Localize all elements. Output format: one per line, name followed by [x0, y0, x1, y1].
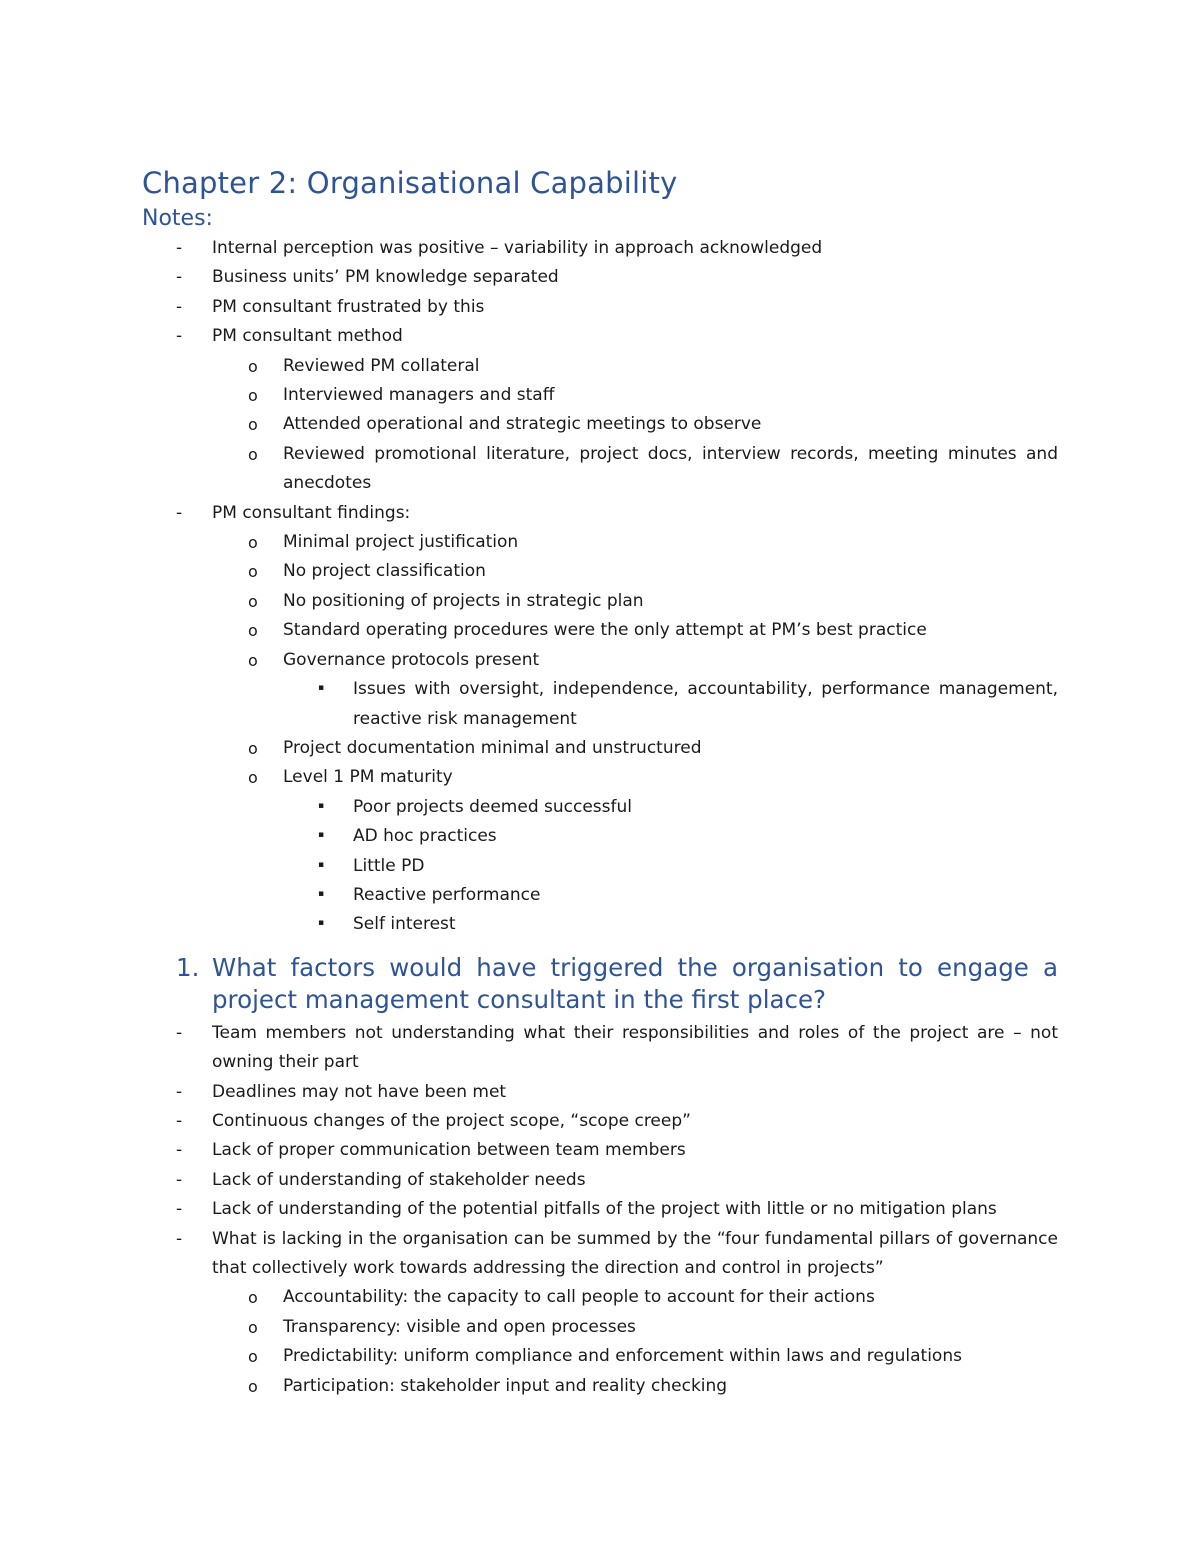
bullet-marker: o: [248, 1317, 258, 1337]
list-item: [142, 646, 1058, 675]
chapter-title: Chapter 2: Organisational Capability: [142, 166, 678, 200]
list-item: [142, 1136, 1058, 1165]
bullet-marker: -: [176, 1199, 183, 1220]
bullet-marker: -: [176, 1110, 183, 1131]
list-item: [142, 352, 1058, 381]
list-item-text: Lack of proper communication between team members: [212, 1140, 686, 1161]
list-item-text: Attended operational and strategic meetings to observe: [283, 414, 762, 435]
bullet-marker: o: [248, 738, 258, 758]
list-item: [142, 1166, 1058, 1195]
list-item-text: Reviewed promotional literature, project docs, interview records, meeting minutes and anecdotes: [283, 443, 1058, 494]
list-item: [142, 557, 1058, 586]
bullet-marker: -: [176, 1228, 183, 1249]
list-item: [142, 1019, 1058, 1078]
bullet-marker: o: [248, 356, 258, 376]
list-item-text: Deadlines may not have been met: [212, 1081, 507, 1102]
list-item-text: Team members not understanding what their responsibilities and roles of the project are – not owning their part: [212, 1022, 1058, 1073]
list-item: [142, 675, 1058, 734]
list-item: [142, 1078, 1058, 1107]
list-item-text: Lack of understanding of the potential pitfalls of the project with little or no mitigation plans: [212, 1199, 997, 1220]
bullet-marker: ▪: [318, 830, 325, 841]
bullet-marker: o: [248, 562, 258, 582]
bullet-marker: ▪: [318, 800, 325, 811]
bullet-marker: -: [176, 502, 183, 523]
bullet-marker: -: [176, 326, 183, 347]
list-item: [142, 1225, 1058, 1284]
list-item: [142, 322, 1058, 351]
notes-heading: Notes:: [142, 206, 213, 231]
list-item: [142, 822, 1058, 851]
notes-list: [142, 234, 1058, 940]
list-item-text: Project documentation minimal and unstructured: [283, 737, 702, 758]
list-item-text: Minimal project justification: [283, 532, 519, 553]
list-item: [142, 1195, 1058, 1224]
list-item-text: Little PD: [353, 855, 425, 876]
question-1-heading: [142, 952, 1058, 1016]
list-item: [142, 910, 1058, 939]
list-item-text: Standard operating procedures were the only attempt at PM’s best practice: [283, 620, 927, 641]
bullet-marker: o: [248, 1347, 258, 1367]
list-item-text: Participation: stakeholder input and reality checking: [283, 1375, 728, 1396]
list-item-text: Interviewed managers and staff: [283, 385, 555, 406]
list-item-text: What is lacking in the organisation can be summed by the “four fundamental pillars of governance that collectively work towards addressing the direction and control in projects”: [212, 1228, 1058, 1278]
list-item: [142, 234, 1058, 263]
bullet-marker: ▪: [318, 888, 325, 899]
bullet-marker: -: [176, 1081, 183, 1102]
list-item: [142, 1107, 1058, 1136]
bullet-marker: o: [248, 591, 258, 611]
list-item-text: PM consultant findings:: [212, 502, 411, 523]
list-item: [142, 1372, 1058, 1401]
list-item-text: Self interest: [353, 914, 456, 935]
list-item-text: Issues with oversight, independence, accountability, performance management, reactive risk management: [353, 679, 1058, 729]
list-item-text: Level 1 PM maturity: [283, 767, 453, 788]
list-item: [142, 1313, 1058, 1342]
list-item-text: Internal perception was positive – variability in approach acknowledged: [212, 238, 823, 258]
bullet-marker: o: [248, 444, 258, 464]
list-item-text: Reviewed PM collateral: [283, 355, 480, 376]
list-item: [142, 763, 1058, 792]
bullet-marker: o: [248, 386, 258, 406]
bullet-marker: o: [248, 1376, 258, 1396]
list-item: [142, 440, 1058, 499]
list-item: [142, 587, 1058, 616]
list-item: [142, 734, 1058, 763]
question-1-answer-list: [142, 1019, 1058, 1401]
list-item-text: AD hoc practices: [353, 826, 497, 847]
list-item: [142, 1342, 1058, 1371]
list-item-text: Continuous changes of the project scope, “scope creep”: [212, 1110, 691, 1131]
bullet-marker: -: [176, 1169, 183, 1190]
list-item-text: Poor projects deemed successful: [353, 796, 633, 817]
list-item-text: Transparency: visible and open processes: [283, 1316, 636, 1337]
bullet-marker: -: [176, 238, 183, 258]
bullet-marker: ▪: [318, 859, 325, 870]
list-item-text: PM consultant method: [212, 326, 403, 347]
list-item: [142, 852, 1058, 881]
bullet-marker: o: [248, 533, 258, 553]
bullet-marker: -: [176, 267, 183, 288]
question-text: What factors would have triggered the organisation to engage a project management consultant in the first place?: [212, 952, 1058, 1014]
list-item: [142, 793, 1058, 822]
list-item-text: No project classification: [283, 561, 486, 582]
bullet-marker: o: [248, 415, 258, 435]
list-item-text: Accountability: the capacity to call people to account for their actions: [283, 1287, 875, 1308]
bullet-marker: o: [248, 650, 258, 670]
list-item: [142, 616, 1058, 645]
bullet-marker: ▪: [318, 683, 325, 694]
list-item-text: No positioning of projects in strategic plan: [283, 590, 644, 611]
list-item: [142, 410, 1058, 439]
list-item: [142, 528, 1058, 557]
bullet-marker: o: [248, 621, 258, 641]
document-body: [142, 164, 1058, 1401]
bullet-marker: -: [176, 1022, 183, 1043]
question-number: 1.: [176, 952, 200, 982]
list-item: [142, 293, 1058, 322]
list-item-text: Business units’ PM knowledge separated: [212, 267, 559, 288]
list-item: [142, 381, 1058, 410]
bullet-marker: -: [176, 1140, 183, 1161]
list-item: [142, 263, 1058, 292]
list-item-text: Reactive performance: [353, 884, 541, 905]
list-item: [142, 499, 1058, 528]
list-item-text: PM consultant frustrated by this: [212, 296, 485, 317]
bullet-marker: o: [248, 768, 258, 788]
bullet-marker: ▪: [318, 918, 325, 929]
bullet-marker: o: [248, 1288, 258, 1308]
list-item-text: Governance protocols present: [283, 649, 540, 670]
bullet-marker: -: [176, 296, 183, 317]
list-item-text: Lack of understanding of stakeholder needs: [212, 1169, 586, 1190]
list-item: [142, 1283, 1058, 1312]
list-item-text: Predictability: uniform compliance and enforcement within laws and regulations: [283, 1346, 962, 1367]
list-item: [142, 881, 1058, 910]
